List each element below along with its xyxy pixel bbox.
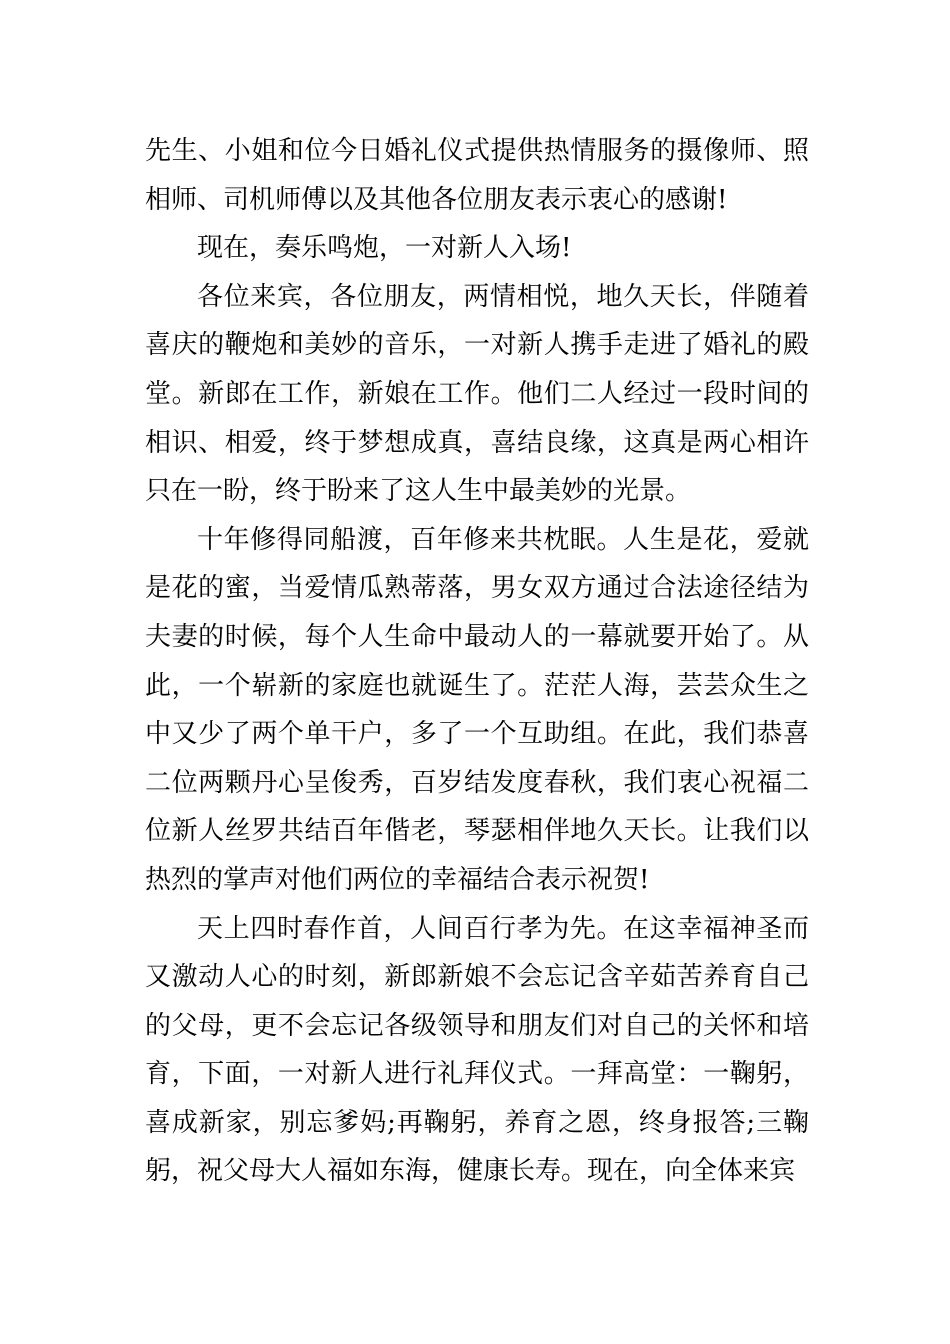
paragraph-1: 先生、小姐和位今日婚礼仪式提供热情服务的摄像师、照相师、司机师傅以及其他各位朋友表示衷心的感谢! xyxy=(145,136,809,215)
paragraph-4: 十年修得同船渡，百年修来共枕眠。人生是花，爱就是花的蜜，当爱情瓜熟蒂落，男女双方通过合法途径结为夫妻的时候，每个人生命中最动人的一幕就要开始了。从此，一个崭新的家庭也就诞生了。茫茫人海，芸芸众生之中又少了两个单干户，多了一个互助组。在此，我们恭喜二位两颗丹心呈俊秀，百岁结发度春秋，我们衷心祝福二位新人丝罗共结百年偕老，琴瑟相伴地久天长。让我们以热烈的掌声对他们两位的幸福结合表示祝贺! xyxy=(145,524,809,895)
document-body xyxy=(145,127,809,1196)
paragraph-5: 天上四时春作首，人间百行孝为先。在这幸福神圣而又激动人心的时刻，新郎新娘不会忘记含辛茹苦养育自己的父母，更不会忘记各级领导和朋友们对自己的关怀和培育，下面，一对新人进行礼拜仪式。一拜高堂：一鞠躬，喜成新家，别忘爹妈;再鞠躬，养育之恩，终身报答;三鞠躬，祝父母大人福如东海，健康长寿。现在，向全体来宾 xyxy=(145,913,809,1187)
paragraph-2: 现在，奏乐鸣炮，一对新人入场! xyxy=(197,233,572,264)
paragraph-3: 各位来宾，各位朋友，两情相悦，地久天长，伴随着喜庆的鞭炮和美妙的音乐，一对新人携手走进了婚礼的殿堂。新郎在工作，新娘在工作。他们二人经过一段时间的相识、相爱，终于梦想成真，喜结良缘，这真是两心相许只在一盼，终于盼来了这人生中最美妙的光景。 xyxy=(145,281,809,507)
